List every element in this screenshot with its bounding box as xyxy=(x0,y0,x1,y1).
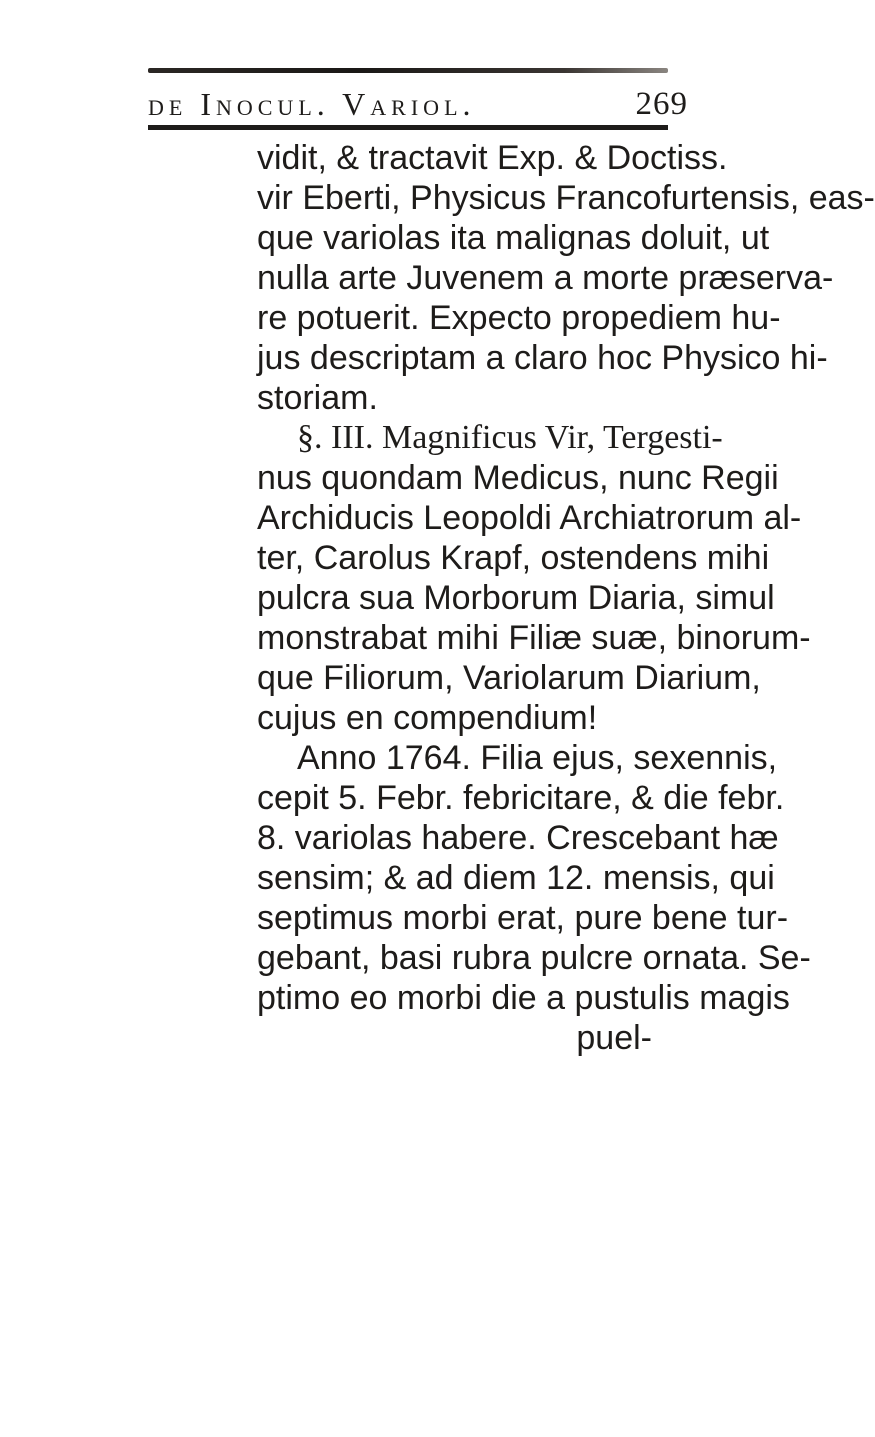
text-line: cepit 5. Febr. febricitare, & die febr. xyxy=(257,779,785,817)
text-line: re potuerit. Expecto propediem hu- xyxy=(257,299,781,337)
header-rule xyxy=(148,125,668,130)
top-rule xyxy=(148,68,668,73)
running-title: de Inocul. Variol. xyxy=(148,86,476,122)
text-line: sensim; & ad diem 12. mensis, qui xyxy=(257,859,775,897)
text-line: ptimo eo morbi die a pustulis magis xyxy=(257,979,790,1017)
text-line: que variolas ita malignas doluit, ut xyxy=(257,219,770,257)
text-line: pulcra sua Morborum Diaria, simul xyxy=(257,579,775,617)
catchword: puel- xyxy=(576,1019,652,1057)
text-line: ter, Carolus Krapf, ostendens mihi xyxy=(257,539,770,577)
text-line: vir Eberti, Physicus Francofurtensis, eas- xyxy=(257,179,875,217)
text-line: Anno 1764. Filia ejus, sexennis, xyxy=(297,739,778,777)
body-text xyxy=(257,138,875,1058)
text-line: storiam. xyxy=(257,379,378,417)
page-header xyxy=(148,86,688,130)
text-line: 8. variolas habere. Crescebant hæ xyxy=(257,819,779,857)
text-line: nus quondam Medicus, nunc Regii xyxy=(257,459,779,497)
text-line: que Filiorum, Variolarum Diarium, xyxy=(257,659,761,697)
text-line: gebant, basi rubra pulcre ornata. Se- xyxy=(257,939,811,977)
text-line: jus descriptam a claro hoc Physico hi- xyxy=(257,339,828,377)
text-line: vidit, & tractavit Exp. & Doctiss. xyxy=(257,139,728,177)
text-line: monstrabat mihi Filiæ suæ, binorum- xyxy=(257,619,811,657)
page-number: 269 xyxy=(635,86,688,122)
text-line: septimus morbi erat, pure bene tur- xyxy=(257,899,789,937)
text-line: nulla arte Juvenem a morte præserva- xyxy=(257,259,834,297)
text-line: cujus en compendium! xyxy=(257,699,598,737)
section-heading-line: §. III. Magnificus Vir, Tergesti- xyxy=(297,419,723,456)
text-line: Archiducis Leopoldi Archiatrorum al- xyxy=(257,499,802,537)
